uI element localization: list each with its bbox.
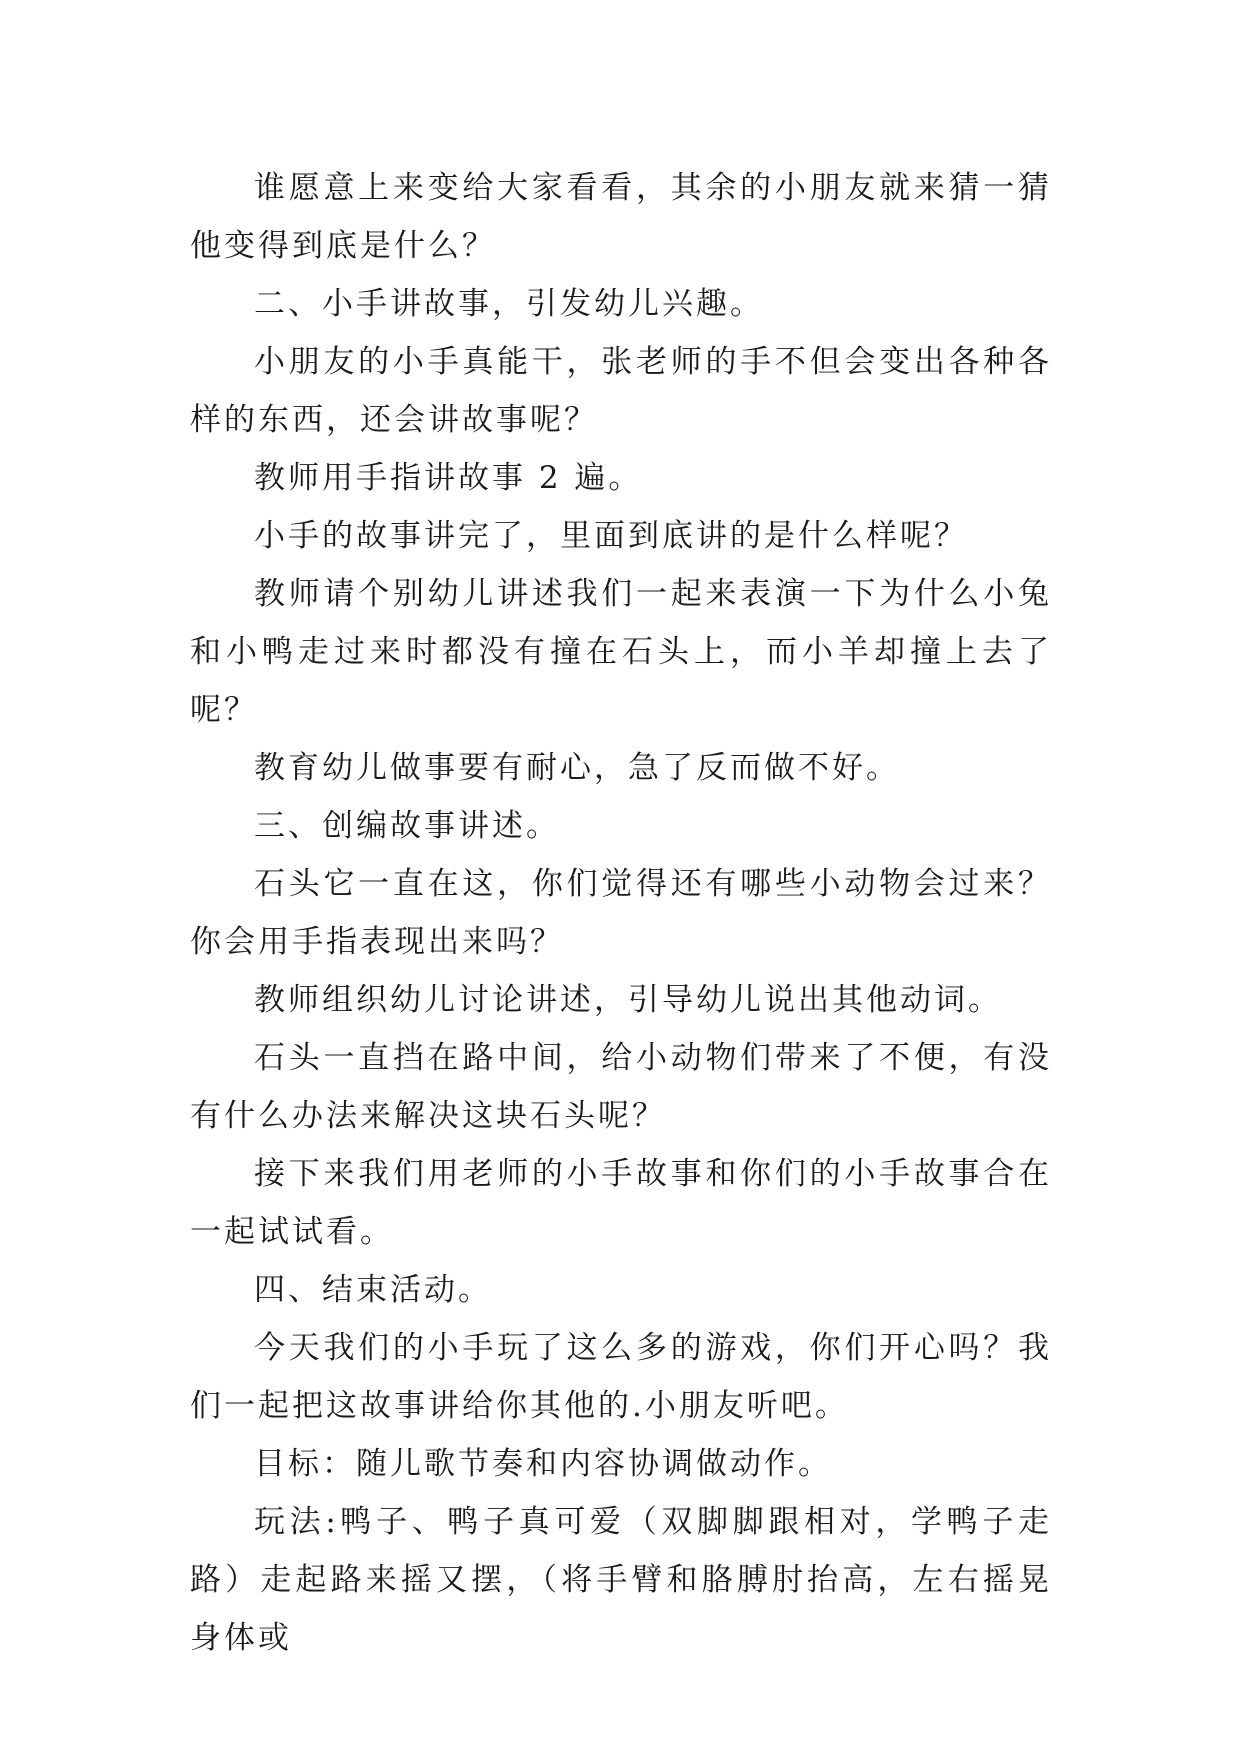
paragraph: 今天我们的小手玩了这么多的游戏，你们开心吗？我们一起把这故事讲给你其他的.小朋友听吧。 <box>190 1330 1052 1424</box>
document-body <box>190 159 1052 1667</box>
paragraph: 石头一直挡在路中间，给小动物们带来了不便，有没有什么办法来解决这块石头呢？ <box>190 1040 1052 1134</box>
paragraph: 教师用手指讲故事 2 遍。 <box>254 460 643 496</box>
paragraph: 教育幼儿做事要有耐心，急了反而做不好。 <box>254 750 900 786</box>
paragraph: 小手的故事讲完了，里面到底讲的是什么样呢？ <box>254 518 968 554</box>
section-heading: 三、创编故事讲述。 <box>254 808 560 844</box>
section-heading: 二、小手讲故事，引发幼儿兴趣。 <box>254 286 764 322</box>
paragraph: 石头它一直在这，你们觉得还有哪些小动物会过来？你会用手指表现出来吗？ <box>190 866 1052 960</box>
paragraph: 接下来我们用老师的小手故事和你们的小手故事合在一起试试看。 <box>190 1156 1052 1250</box>
section-heading: 四、结束活动。 <box>254 1272 492 1308</box>
paragraph: 谁愿意上来变给大家看看，其余的小朋友就来猜一猜他变得到底是什么？ <box>190 170 1052 264</box>
paragraph: 目标：随儿歌节奏和内容协调做动作。 <box>254 1446 832 1482</box>
paragraph: 教师组织幼儿讨论讲述，引导幼儿说出其他动词。 <box>254 982 1002 1018</box>
paragraph: 玩法:鸭子、鸭子真可爱（双脚脚跟相对，学鸭子走路）走起路来摇又摆，（将手臂和胳膊肘抬高，左右摇晃身体或 <box>190 1504 1052 1656</box>
paragraph: 小朋友的小手真能干，张老师的手不但会变出各种各样的东西，还会讲故事呢？ <box>190 344 1052 438</box>
paragraph: 教师请个别幼儿讲述我们一起来表演一下为什么小兔和小鸭走过来时都没有撞在石头上，而小羊却撞上去了呢？ <box>190 576 1052 728</box>
